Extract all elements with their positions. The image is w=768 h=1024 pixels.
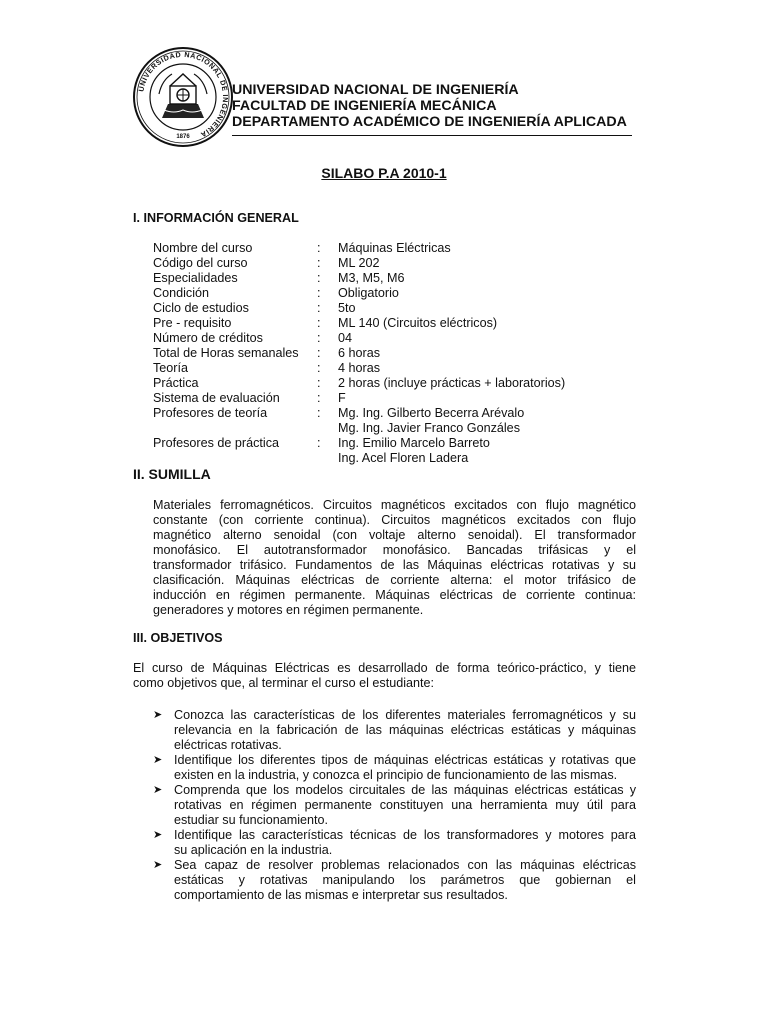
info-row <box>153 271 653 286</box>
document-title <box>0 165 768 181</box>
objective-line: Identifique los diferentes tipos de máquinas eléctricas estáticas y rotativas que <box>174 753 636 767</box>
info-value: Mg. Ing. Javier Franco Gonzáles <box>338 421 520 435</box>
objective-list-item <box>153 753 636 783</box>
info-label: Práctica <box>153 376 199 390</box>
info-label: Total de Horas semanales <box>153 346 299 360</box>
info-row <box>153 391 653 406</box>
info-row <box>153 301 653 316</box>
objective-line: eléctricas rotativas. <box>174 738 282 752</box>
objective-line: Conozca las características de los diferentes materiales ferromagnéticos y su <box>174 708 636 722</box>
paragraph-line: transformador trifásico. Fundamentos de las Máquinas eléctricas rotativas y su <box>153 558 636 572</box>
info-value: Máquinas Eléctricas <box>338 241 451 255</box>
info-value: Mg. Ing. Gilberto Becerra Arévalo <box>338 406 525 420</box>
info-row <box>153 436 653 451</box>
info-value: Ing. Emilio Marcelo Barreto <box>338 436 490 450</box>
department-name: DEPARTAMENTO ACADÉMICO DE INGENIERÍA APLICADA <box>232 114 627 130</box>
title-text: SILABO P.A 2010-1 <box>321 165 447 181</box>
objective-line: relevancia en la fabricación de las máquinas eléctricas estáticas y máquinas <box>174 723 636 737</box>
info-row <box>153 451 653 466</box>
objetivos-intro-paragraph <box>133 661 636 691</box>
info-colon: : <box>317 271 321 285</box>
info-colon: : <box>317 436 321 450</box>
faculty-name: FACULTAD DE INGENIERÍA MECÁNICA <box>232 98 497 114</box>
objective-line: su aplicación en la industria. <box>174 843 333 857</box>
info-value: F <box>338 391 346 405</box>
svg-text:UNIVERSIDAD NACIONAL DE INGENI: UNIVERSIDAD NACIONAL DE INGENIERIA <box>136 49 231 140</box>
info-value: Ing. Acel Floren Ladera <box>338 451 469 465</box>
info-value: ML 202 <box>338 256 380 270</box>
info-value: 5to <box>338 301 356 315</box>
objective-line: rotativas en régimen permanente constituyen una herramienta muy útil para <box>174 798 636 812</box>
university-seal-logo <box>132 46 234 148</box>
paragraph-line: generadores y motores en régimen permanente. <box>153 603 424 617</box>
info-label: Condición <box>153 286 210 300</box>
info-label: Nombre del curso <box>153 241 253 255</box>
section-heading-sumilla: II. SUMILLA <box>133 466 211 482</box>
info-colon: : <box>317 316 321 330</box>
info-value: Obligatorio <box>338 286 399 300</box>
paragraph-line: constante (con corriente continua). Circuitos magnéticos excitados con flujo <box>153 513 636 527</box>
info-colon: : <box>317 256 321 270</box>
general-info-list <box>153 241 653 466</box>
objective-list-item <box>153 828 636 858</box>
paragraph-line: Materiales ferromagnéticos. Circuitos magnéticos excitados con flujo magnético <box>153 498 636 512</box>
paragraph-line: como objetivos que, al terminar el curso el estudiante: <box>133 676 435 690</box>
info-colon: : <box>317 406 321 420</box>
objective-list-item <box>153 708 636 753</box>
paragraph-line: clasificación. Máquinas eléctricas de corriente alterna: el motor trifásico de <box>153 573 636 587</box>
info-label: Profesores de teoría <box>153 406 268 420</box>
arrow-bullet-icon: ➤ <box>153 829 163 841</box>
info-value: ML 140 (Circuitos eléctricos) <box>338 316 498 330</box>
info-row <box>153 421 653 436</box>
info-row <box>153 331 653 346</box>
info-label: Profesores de práctica <box>153 436 279 450</box>
paragraph-line: El curso de Máquinas Eléctricas es desarrollado de forma teórico-práctico, y tiene <box>133 661 636 675</box>
header-divider <box>232 135 632 136</box>
objective-line: Comprenda que los modelos circuitales de las máquinas eléctricas estáticas y <box>174 783 636 797</box>
info-label: Especialidades <box>153 271 238 285</box>
info-value: 04 <box>338 331 353 345</box>
info-colon: : <box>317 361 321 375</box>
info-colon: : <box>317 286 321 300</box>
info-colon: : <box>317 301 321 315</box>
info-row <box>153 256 653 271</box>
arrow-bullet-icon: ➤ <box>153 859 163 871</box>
info-colon: : <box>317 331 321 345</box>
info-value: M3, M5, M6 <box>338 271 405 285</box>
sumilla-paragraph <box>153 498 636 618</box>
svg-text:1876: 1876 <box>176 134 190 140</box>
objective-list-item <box>153 783 636 828</box>
paragraph-line: magnético alterno senoidal (con voltaje alterno senoidal). El transformador <box>153 528 636 542</box>
paragraph-line: monofásico. El autotransformador monofásico. Bancadas trifásicas y el <box>153 543 636 557</box>
info-row <box>153 346 653 361</box>
arrow-bullet-icon: ➤ <box>153 784 163 796</box>
arrow-bullet-icon: ➤ <box>153 754 163 766</box>
section-heading-info: I. INFORMACIÓN GENERAL <box>133 211 299 225</box>
objective-line: Sea capaz de resolver problemas relacionados con las máquinas eléctricas <box>174 858 636 872</box>
info-value: 6 horas <box>338 346 381 360</box>
objective-line: estáticas y rotativas manipulando los parámetros que gobiernan el <box>174 873 636 887</box>
arrow-bullet-icon: ➤ <box>153 709 163 721</box>
info-value: 4 horas <box>338 361 381 375</box>
info-row <box>153 376 653 391</box>
objective-line: estudiar su funcionamiento. <box>174 813 329 827</box>
info-label: Sistema de evaluación <box>153 391 280 405</box>
info-label: Ciclo de estudios <box>153 301 249 315</box>
info-colon: : <box>317 391 321 405</box>
info-label: Código del curso <box>153 256 248 270</box>
info-row <box>153 406 653 421</box>
objective-line: existen en la industria, y conozca el principio de funcionamiento de las mismas. <box>174 768 618 782</box>
info-label: Número de créditos <box>153 331 263 345</box>
info-colon: : <box>317 241 321 255</box>
info-colon: : <box>317 376 321 390</box>
info-value: 2 horas (incluye prácticas + laboratorios) <box>338 376 566 390</box>
objective-list-item <box>153 858 636 903</box>
info-label: Pre - requisito <box>153 316 232 330</box>
objetivos-bullet-list <box>153 708 636 903</box>
info-row <box>153 361 653 376</box>
objective-line: Identifique las características técnicas de los transformadores y motores para <box>174 828 636 842</box>
institution-header <box>232 82 632 130</box>
info-row <box>153 241 653 256</box>
info-row <box>153 316 653 331</box>
objective-line: comportamiento de las mismas e interpretar sus resultados. <box>174 888 508 902</box>
info-row <box>153 286 653 301</box>
info-colon: : <box>317 346 321 360</box>
university-name: UNIVERSIDAD NACIONAL DE INGENIERÍA <box>232 82 519 98</box>
info-label: Teoría <box>153 361 189 375</box>
paragraph-line: inducción en régimen permanente. Máquinas eléctricas de corriente continua: <box>153 588 636 602</box>
section-heading-objetivos: III. OBJETIVOS <box>133 631 223 645</box>
